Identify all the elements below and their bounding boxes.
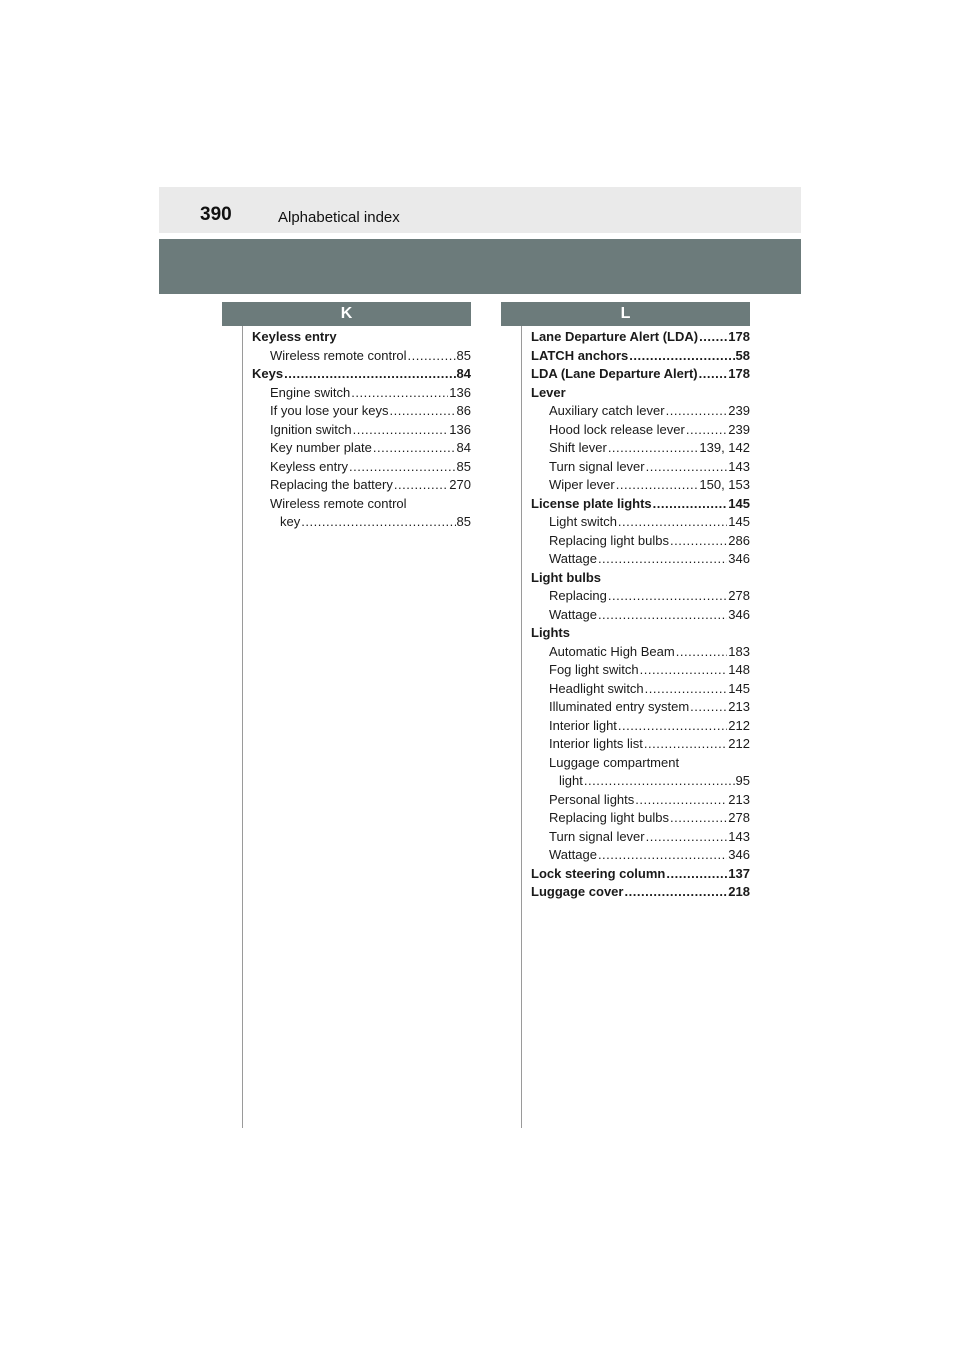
dot-leader (686, 421, 727, 440)
dot-leader (351, 384, 448, 403)
dot-leader (629, 347, 734, 366)
index-entry-page: 286 (728, 532, 750, 548)
index-entry-term: Light switch (549, 514, 617, 529)
index-entry-term: Auxiliary catch lever (549, 403, 665, 418)
index-entry-page: 143 (728, 458, 750, 474)
index-entry-page: 145 (728, 680, 750, 696)
dot-leader (666, 865, 727, 884)
dot-leader (353, 421, 449, 440)
dot-leader (699, 365, 728, 384)
index-entry-page: 213 (728, 699, 750, 714)
index-entry (531, 402, 750, 421)
index-entry-term: Replacing light bulbs (549, 532, 669, 548)
index-entry-page: 278 (728, 588, 750, 603)
index-entry-term: Replacing the battery (270, 477, 393, 492)
index-entry (531, 532, 750, 551)
index-entry-page: 85 (456, 514, 471, 529)
section-band (159, 239, 801, 294)
index-entry (531, 476, 750, 495)
dot-leader (640, 661, 728, 680)
index-entry (252, 384, 471, 403)
index-entry (531, 384, 750, 403)
index-entry-page: 278 (728, 810, 750, 825)
dot-leader (598, 550, 727, 569)
index-entry (252, 347, 471, 366)
dot-leader (284, 365, 455, 384)
index-entry-page: 218 (728, 884, 750, 899)
index-column-k (252, 328, 471, 532)
index-entry (252, 458, 471, 477)
index-entry-page: 212 (728, 736, 750, 751)
index-entry (531, 550, 750, 569)
dot-leader (699, 328, 727, 347)
index-entry (531, 698, 750, 717)
index-entry-term: Wattage (549, 551, 597, 566)
index-entry-page: 213 (728, 791, 750, 807)
index-entry (531, 458, 750, 477)
index-entry (531, 865, 750, 884)
index-entry-page: 145 (728, 514, 750, 529)
index-entry-page: 139, 142 (699, 440, 750, 455)
index-entry-page: 84 (456, 366, 471, 381)
section-title: Alphabetical index (278, 209, 400, 226)
index-entry-term: Engine switch (270, 384, 351, 400)
index-entry-term: Lock steering column (531, 865, 666, 881)
index-entry-term: Replacing (549, 588, 607, 603)
dot-leader (618, 513, 727, 532)
index-entry (531, 717, 750, 736)
index-entry-term: Wattage (549, 606, 597, 622)
index-entry (531, 495, 750, 514)
dot-leader (394, 476, 448, 495)
dot-leader (646, 458, 728, 477)
letter-tab-l: L (501, 302, 750, 326)
dot-leader (598, 606, 727, 625)
index-entry-page: 95 (735, 773, 750, 788)
dot-leader (608, 439, 699, 458)
index-entry (531, 365, 750, 384)
index-entry (531, 439, 750, 458)
dot-leader (644, 735, 727, 754)
index-entry (531, 643, 750, 662)
dot-leader (584, 772, 735, 791)
index-entry (531, 883, 750, 902)
index-entry-term: Headlight switch (549, 680, 644, 696)
page-number: 390 (200, 204, 232, 225)
index-entry-term: Lever (531, 384, 566, 400)
dot-leader (301, 513, 455, 532)
index-entry-term: If you lose your keys (270, 403, 389, 418)
index-entry-term: Automatic High Beam (549, 643, 675, 659)
index-entry-page: 86 (456, 403, 471, 418)
index-entry (252, 402, 471, 421)
index-entry-page: 346 (728, 606, 750, 622)
index-entry-term: Luggage compartment (549, 754, 680, 770)
index-column-l (531, 328, 750, 902)
index-entry-term: License plate lights (531, 495, 652, 511)
index-entry-page: 178 (728, 366, 750, 381)
dot-leader (670, 532, 727, 551)
index-entry (531, 569, 750, 588)
dot-leader (616, 476, 699, 495)
index-entry-page: 148 (728, 662, 750, 677)
index-entry-page: 85 (456, 347, 471, 363)
index-entry (252, 513, 471, 532)
index-entry-term: Fog light switch (549, 662, 639, 677)
index-entry-term: key (280, 514, 301, 529)
index-entry-term: Personal lights (549, 791, 635, 807)
index-entry (252, 328, 471, 347)
column-rule-l (521, 326, 522, 1128)
index-entry-page: 137 (728, 865, 750, 881)
dot-leader (598, 846, 727, 865)
index-entry (531, 680, 750, 699)
dot-leader (608, 587, 727, 606)
index-entry-page: 58 (735, 347, 750, 363)
index-entry-page: 212 (728, 717, 750, 733)
index-entry-term: Key number plate (270, 440, 372, 455)
index-entry (531, 328, 750, 347)
index-entry-term: Turn signal lever (549, 828, 645, 844)
index-entry-page: 239 (728, 403, 750, 418)
index-entry-term: Keyless entry (252, 329, 337, 344)
index-entry-term: Light bulbs (531, 569, 602, 585)
index-entry (531, 624, 750, 643)
column-rule-k (242, 326, 243, 1128)
index-entry (531, 513, 750, 532)
header-bar (159, 187, 801, 233)
index-entry-page: 145 (728, 495, 750, 511)
index-entry-page: 143 (728, 828, 750, 844)
index-entry-term: light (559, 773, 583, 788)
index-entry-term: Lights (531, 625, 570, 640)
index-entry-term: Wireless remote control (270, 495, 407, 511)
index-entry-term: Turn signal lever (549, 458, 645, 474)
dot-leader (646, 828, 728, 847)
index-entry-page: 239 (728, 421, 750, 437)
index-entry (252, 365, 471, 384)
index-entry-term: Hood lock release lever (549, 421, 685, 437)
index-entry-term: LDA (Lane Departure Alert) (531, 366, 698, 381)
index-entry (252, 476, 471, 495)
index-entry (531, 846, 750, 865)
dot-leader (373, 439, 456, 458)
index-entry-term: Keyless entry (270, 458, 349, 474)
index-entry-term: Ignition switch (270, 421, 352, 437)
index-entry (531, 735, 750, 754)
index-entry (531, 772, 750, 791)
index-entry-term: Illuminated entry system (549, 699, 690, 714)
index-entry-page: 346 (728, 551, 750, 566)
index-entry-page: 136 (449, 421, 471, 437)
index-entry-term: Shift lever (549, 440, 607, 455)
index-entry (531, 421, 750, 440)
index-entry (531, 754, 750, 773)
index-entry (531, 347, 750, 366)
index-entry-page: 183 (728, 643, 750, 659)
index-entry-term: Wattage (549, 847, 597, 862)
index-entry-term: LATCH anchors (531, 347, 629, 363)
index-entry-term: Interior lights list (549, 736, 643, 751)
index-entry (531, 828, 750, 847)
dot-leader (624, 883, 727, 902)
dot-leader (618, 717, 727, 736)
letter-tab-k: K (222, 302, 471, 326)
index-entry-term: Interior light (549, 717, 617, 733)
index-entry-term: Lane Departure Alert (LDA) (531, 329, 699, 344)
index-entry (252, 439, 471, 458)
index-entry-term: Keys (252, 366, 284, 381)
index-entry (531, 791, 750, 810)
index-entry (252, 421, 471, 440)
index-entry-term: Luggage cover (531, 884, 624, 899)
dot-leader (645, 680, 728, 699)
dot-leader (408, 347, 456, 366)
index-entry (531, 587, 750, 606)
dot-leader (390, 402, 456, 421)
index-entry-page: 178 (728, 329, 750, 344)
dot-leader (690, 698, 727, 717)
index-entry-page: 85 (456, 458, 471, 474)
index-entry-page: 270 (449, 477, 471, 492)
dot-leader (653, 495, 728, 514)
index-entry-term: Replacing light bulbs (549, 810, 669, 825)
dot-leader (635, 791, 727, 810)
index-entry (531, 809, 750, 828)
index-entry-term: Wireless remote control (270, 347, 407, 363)
dot-leader (670, 809, 727, 828)
index-entry-term: Wiper lever (549, 477, 615, 492)
dot-leader (349, 458, 455, 477)
index-entry (531, 661, 750, 680)
dot-leader (676, 643, 728, 662)
dot-leader (666, 402, 728, 421)
index-entry-page: 346 (728, 847, 750, 862)
index-entry (531, 606, 750, 625)
index-entry-page: 136 (449, 384, 471, 400)
index-entry-page: 84 (456, 440, 471, 455)
index-entry (252, 495, 471, 514)
index-entry-page: 150, 153 (699, 477, 750, 492)
